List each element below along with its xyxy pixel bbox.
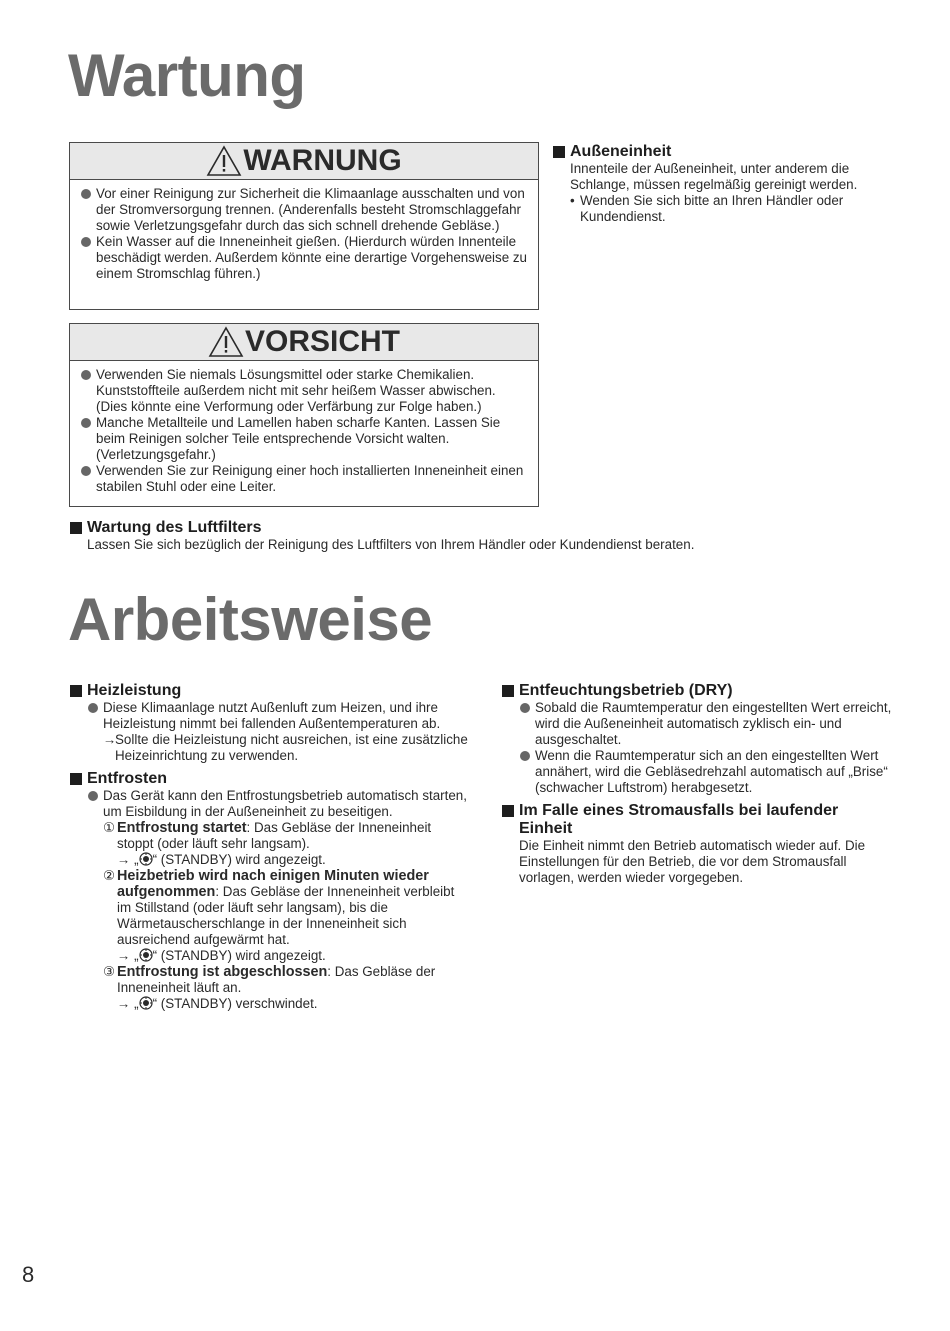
wartung-title: Wartung xyxy=(68,42,306,109)
luftfilter-text: Lassen Sie sich bezüglich der Reinigung des Luftfilters von Ihrem Händler oder Kundendienst beraten. xyxy=(87,537,695,552)
luftfilter-title: Wartung des Luftfilters xyxy=(69,519,889,537)
arrow-prefix: → „ xyxy=(117,852,139,867)
standby-status: “ (STANDBY) wird angezeigt. xyxy=(152,948,326,963)
step-number: ③ xyxy=(103,964,116,979)
vorsicht-item: Manche Metallteile und Lamellen haben scharfe Kanten. Lassen Sie beim Reinigen solcher Teile entsprechende Vorsicht walten. (Verletzungsgefahr.) xyxy=(80,415,528,463)
arbeitsweise-title: Arbeitsweise xyxy=(68,586,433,653)
warnung-header xyxy=(70,143,538,180)
bullet-mark: • xyxy=(570,193,575,208)
aussen-text: Innenteile der Außeneinheit, unter anderem die Schlange, müssen regelmäßig gereinigt werden. xyxy=(570,161,858,192)
strom-title: Im Falle eines Stromausfalls bei laufender Einheit xyxy=(501,802,893,838)
entfrosten-step xyxy=(69,964,471,996)
dry-section xyxy=(501,682,893,796)
page-number: 8 xyxy=(22,1262,35,1287)
step-title: Entfrostung ist abgeschlossen xyxy=(117,964,328,980)
step-title: Entfrostung startet xyxy=(117,820,247,836)
warning-triangle-icon xyxy=(206,145,242,177)
luftfilter-section xyxy=(69,519,889,553)
step-title: Heizbetrieb wird nach einigen Minuten wieder aufgenommen xyxy=(117,868,429,900)
vorsicht-header xyxy=(70,324,538,361)
step-text: : Das Gebläse der Inneneinheit stoppt (oder läuft sehr langsam). xyxy=(117,820,432,851)
heiz-title: Heizleistung xyxy=(69,682,469,700)
dry-item: Sobald die Raumtemperatur den eingestellten Wert erreicht, wird die Außeneinheit automatisch zyklisch ein- und ausgeschaltet. xyxy=(519,700,893,748)
standby-line xyxy=(69,948,471,964)
heiz-section xyxy=(69,682,469,764)
strom-text: Die Einheit nimmt den Betrieb automatisch wieder auf. Die Einstellungen für den Betrieb, die vor dem Stromausfall vorlagen, werden wieder vorgegeben. xyxy=(519,838,866,885)
standby-status: “ (STANDBY) wird angezeigt. xyxy=(152,852,326,867)
standby-line xyxy=(69,996,471,1012)
heiz-item: Diese Klimaanlage nutzt Außenluft zum Heizen, und ihre Heizleistung nimmt bei fallenden Außentemperaturen ab. xyxy=(87,700,469,732)
warnung-item: Vor einer Reinigung zur Sicherheit die Klimaanlage ausschalten und von der Stromversorgung trennen. (Anderenfalls besteht Stromschlaggefahr sowie Verletzungsgefahr durch das sich schnell drehende Gebläse.) xyxy=(80,186,528,234)
standby-icon xyxy=(139,996,153,1010)
entfrosten-step xyxy=(69,868,471,948)
standby-icon xyxy=(139,948,153,962)
vorsicht-item: Verwenden Sie zur Reinigung einer hoch installierten Inneneinheit einen stabilen Stuhl oder eine Leiter. xyxy=(80,463,528,495)
warnung-label: WARNUNG xyxy=(243,144,402,177)
heiz-note-text: Sollte die Heizleistung nicht ausreichen, ist eine zusätzliche Heizeinrichtung zu verwenden. xyxy=(115,732,468,763)
entfrosten-step xyxy=(69,820,471,852)
arrow-mark: → xyxy=(103,732,117,747)
standby-status: “ (STANDBY) verschwindet. xyxy=(152,996,318,1011)
aussen-title: Außeneinheit xyxy=(552,143,892,161)
entfrosten-title: Entfrosten xyxy=(69,770,471,788)
vorsicht-label: VORSICHT xyxy=(244,325,400,358)
step-text: : Das Gebläse der Inneneinheit läuft an. xyxy=(117,964,436,995)
aussen-note xyxy=(552,193,892,225)
arrow-prefix: → „ xyxy=(117,948,139,963)
entfrosten-section xyxy=(69,770,471,1012)
standby-line xyxy=(69,852,471,868)
caution-triangle-icon xyxy=(208,326,244,358)
step-number: ② xyxy=(103,868,116,883)
step-number: ① xyxy=(103,820,116,835)
step-text: : Das Gebläse der Inneneinheit verbleibt im Stillstand (oder läuft sehr langsam), bis die Wärmetauscherschlange in der Inneneinheit sich ausreichend aufgewärmt hat. xyxy=(117,884,455,947)
vorsicht-item: Verwenden Sie niemals Lösungsmittel oder starke Chemikalien. Kunststoffteile außerdem nicht mit sehr heißem Wasser abwischen. (Dies könnte eine Verformung oder Verfärbung zur Folge haben.) xyxy=(80,367,528,415)
aussen-note-text: Wenden Sie sich bitte an Ihren Händler oder Kundendienst. xyxy=(580,193,844,224)
entfrosten-item: Das Gerät kann den Entfrostungsbetrieb automatisch starten, um Eisbildung in der Außeneinheit zu beseitigen. xyxy=(87,788,471,820)
heiz-note xyxy=(69,732,469,764)
dry-item: Wenn die Raumtemperatur sich an den eingestellten Wert annähert, wird die Gebläsedrehzahl automatisch auf „Brise“ (schwacher Luftstrom) herabgesetzt. xyxy=(519,748,893,796)
standby-icon xyxy=(139,852,153,866)
vorsicht-box xyxy=(69,323,539,507)
warnung-box xyxy=(69,142,539,310)
arrow-prefix: → „ xyxy=(117,996,139,1011)
aussen-section xyxy=(552,143,892,225)
dry-title: Entfeuchtungsbetrieb (DRY) xyxy=(501,682,893,700)
warnung-item: Kein Wasser auf die Inneneinheit gießen. (Hierdurch würden Innenteile beschädigt werden. Außerdem könnte eine derartige Vorgehensweise zu einem Stromschlag führen.) xyxy=(80,234,528,282)
strom-section xyxy=(501,802,893,886)
